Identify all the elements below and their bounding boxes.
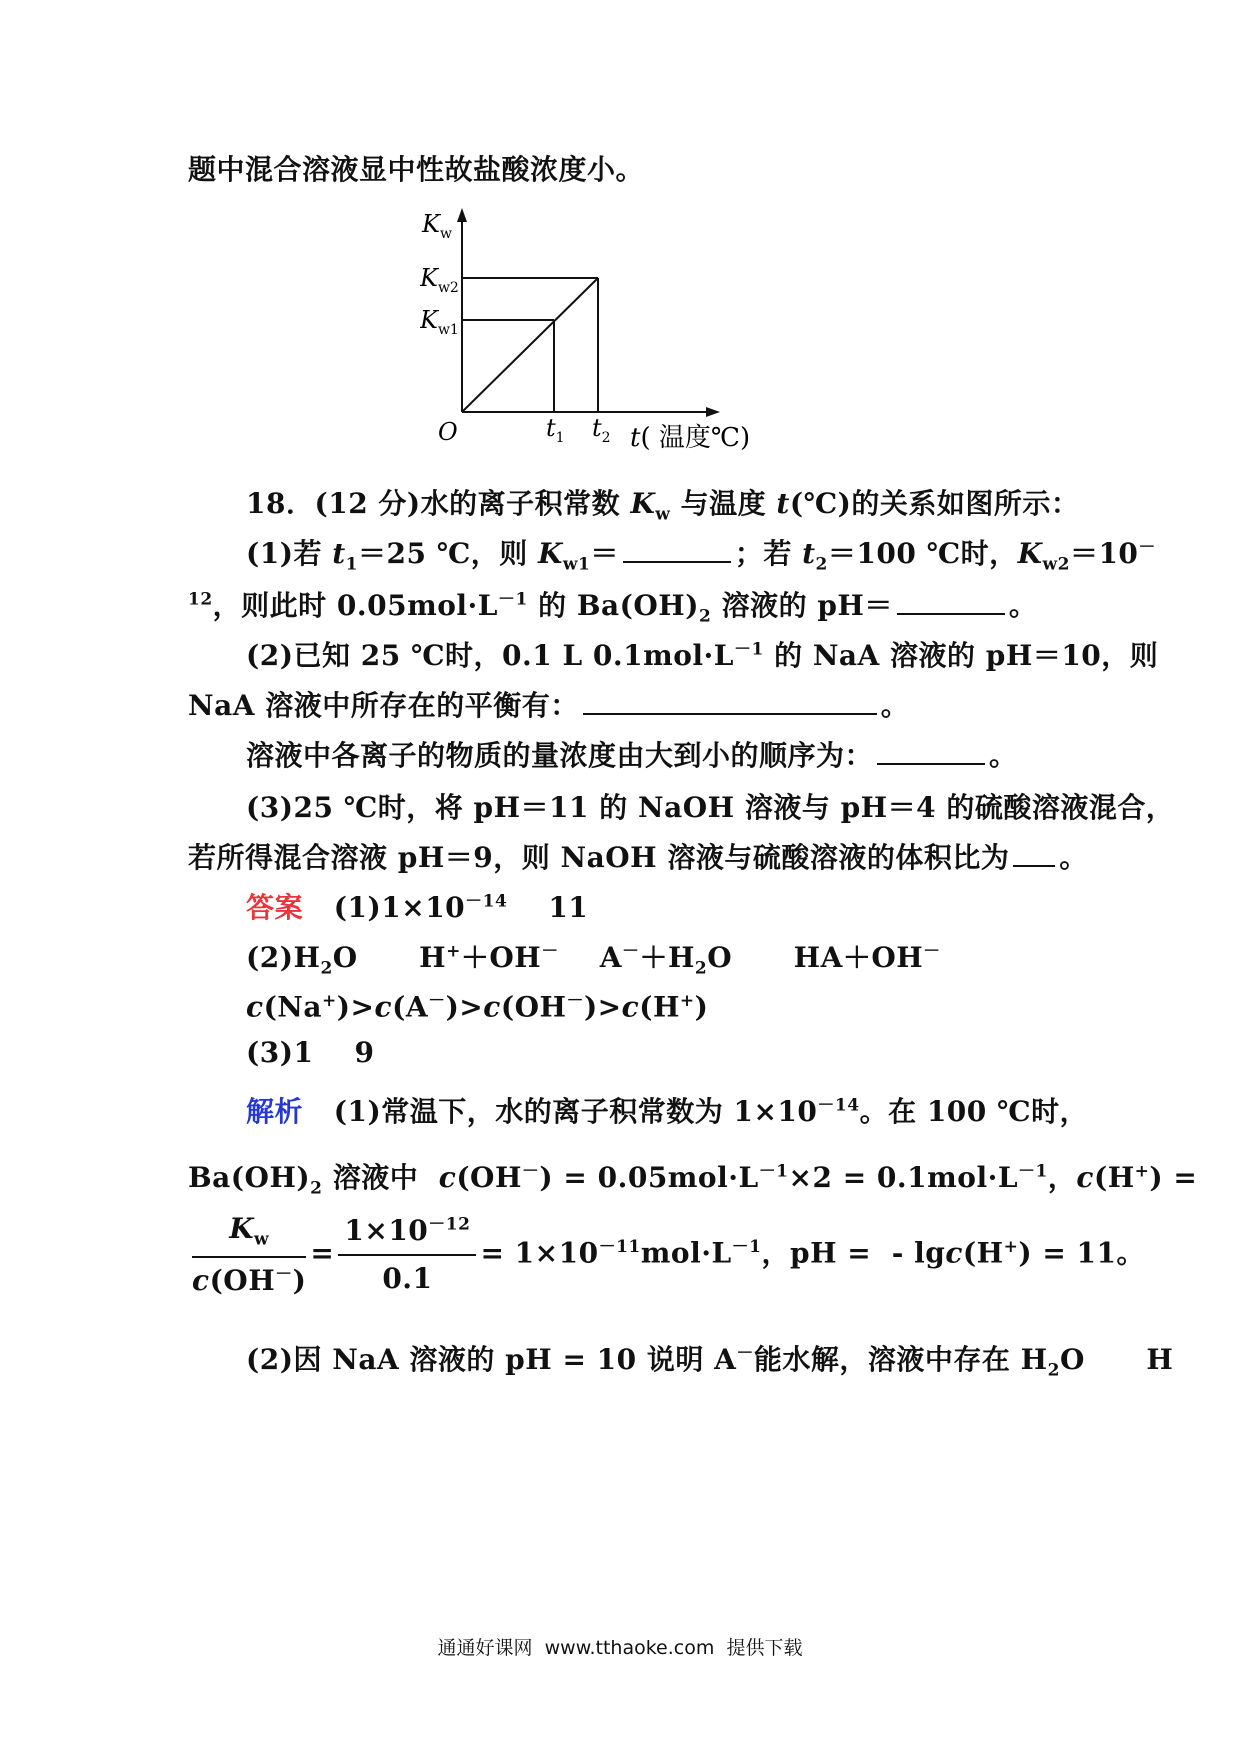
question-title: 18．(12 分)水的离子积常数 $K_w$ 与温度 t(℃)的关系如图所示： bbox=[246, 487, 1080, 525]
analysis-line1: 解析 (1)常温下，水的离子积常数为 $1\times 10^{-14}$。在 100 ℃时， bbox=[246, 1095, 1089, 1128]
intro-line: 题中混合溶液显中性故盐酸浓度小。 bbox=[188, 153, 645, 186]
svg-text:Kw: $K_w$ bbox=[422, 210, 452, 242]
y-axis-label: K bbox=[422, 210, 440, 238]
fraction-value: $\frac{1\times 10^{-12}}{0.1}$ bbox=[338, 1214, 476, 1295]
x-axis-arrow-icon bbox=[706, 407, 720, 417]
fraction-kw-over-oh: $\frac{K_w}{c(OH^-)}$ bbox=[192, 1212, 307, 1297]
analysis-line3: $\frac{K_w}{c(OH^-)}$ = $\frac{1\times 10^{-12}}{0.1}$ = $1\times 10^{-11}mol\cdot L^{-1}$，pH = - lgc(H+) = 11。 bbox=[192, 1212, 1145, 1297]
svg-text:t2: $t_2$ bbox=[592, 414, 611, 446]
answer-blank-kw1[interactable] bbox=[623, 535, 731, 563]
kw-temperature-figure bbox=[420, 196, 770, 466]
t1-label: t bbox=[546, 414, 556, 442]
kw1-label: K bbox=[420, 306, 438, 334]
question-part2-line2: NaA 溶液中所存在的平衡有： 。 bbox=[188, 689, 910, 722]
question-part1-line2: $^{12}$，则此时 $0.05mol\cdot L^{-1}$ 的 $Ba(OH)_2$ 溶液的 pH＝ 。 bbox=[188, 589, 1038, 627]
kw2-label: K bbox=[420, 264, 438, 292]
origin-label: O bbox=[438, 418, 458, 446]
answer-blank-ph[interactable] bbox=[897, 587, 1005, 615]
question-part3-line1: (3)25 ℃时，将 pH＝11 的 NaOH 溶液与 pH＝4 的硫酸溶液混合， bbox=[246, 791, 1175, 824]
kw-line bbox=[462, 278, 598, 412]
answer-line3: c(Na+)>c(A－)>c(OH－)>c(H+) bbox=[246, 990, 709, 1024]
answer-blank-equilibria[interactable] bbox=[583, 687, 877, 715]
svg-text:t( 温度℃) bbox=[630, 423, 750, 453]
x-axis-unit: ( 温度℃) bbox=[640, 423, 751, 453]
svg-text:Kw2: $K_{w2}$ bbox=[420, 264, 459, 296]
answer-blank-volume-ratio[interactable] bbox=[1013, 839, 1055, 867]
answer-line4: (3)1 9 bbox=[246, 1036, 375, 1069]
svg-text:Kw1: $K_{w1}$ bbox=[420, 306, 459, 338]
answer-label: 答案 bbox=[246, 891, 304, 924]
analysis-line2: $Ba(OH)_2$ 溶液中 $c(OH^-) = 0.05mol\cdot L^{-1}\times 2 = 0.1mol\cdot L^{-1}$，c(H+) = bbox=[188, 1161, 1198, 1199]
answer-blank-ion-order[interactable] bbox=[877, 737, 985, 765]
answer-line1: 答案 $(1)1\times 10^{-14}$ 11 bbox=[246, 891, 589, 924]
y-axis-arrow-icon bbox=[457, 208, 467, 222]
question-part2-line1: (2)已知 25 ℃时，0.1 L $0.1mol\cdot L^{-1}$ 的 NaA 溶液的 pH＝10，则 bbox=[246, 639, 1159, 672]
page-footer: 通通好课网 www.tthaoke.com 提供下载 bbox=[437, 1637, 803, 1659]
question-part2-line3: 溶液中各离子的物质的量浓度由大到小的顺序为： 。 bbox=[246, 739, 1018, 772]
analysis-label: 解析 bbox=[246, 1095, 304, 1128]
svg-text:t1: $t_1$ bbox=[546, 414, 565, 446]
t2-label: t bbox=[592, 414, 602, 442]
answer-line2: $(2)H_2O$ H+＋OH－ $A^-+H_2O$ HA＋OH－ bbox=[246, 941, 941, 979]
question-part3-line2: 若所得混合溶液 pH＝9，则 NaOH 溶液与硫酸溶液的体积比为 。 bbox=[188, 841, 1088, 874]
x-axis-label: t bbox=[630, 423, 641, 453]
analysis-line4: (2)因 NaA 溶液的 pH = 10 说明 A－能水解，溶液中存在 $H_2O$ H bbox=[246, 1343, 1174, 1381]
question-part1-line1: (1)若 $t_1=25$ ℃，则 $K_{w1}=$ ；若 $t_2=100$ ℃时，$K_{w2}=10^-$ bbox=[246, 537, 1156, 575]
